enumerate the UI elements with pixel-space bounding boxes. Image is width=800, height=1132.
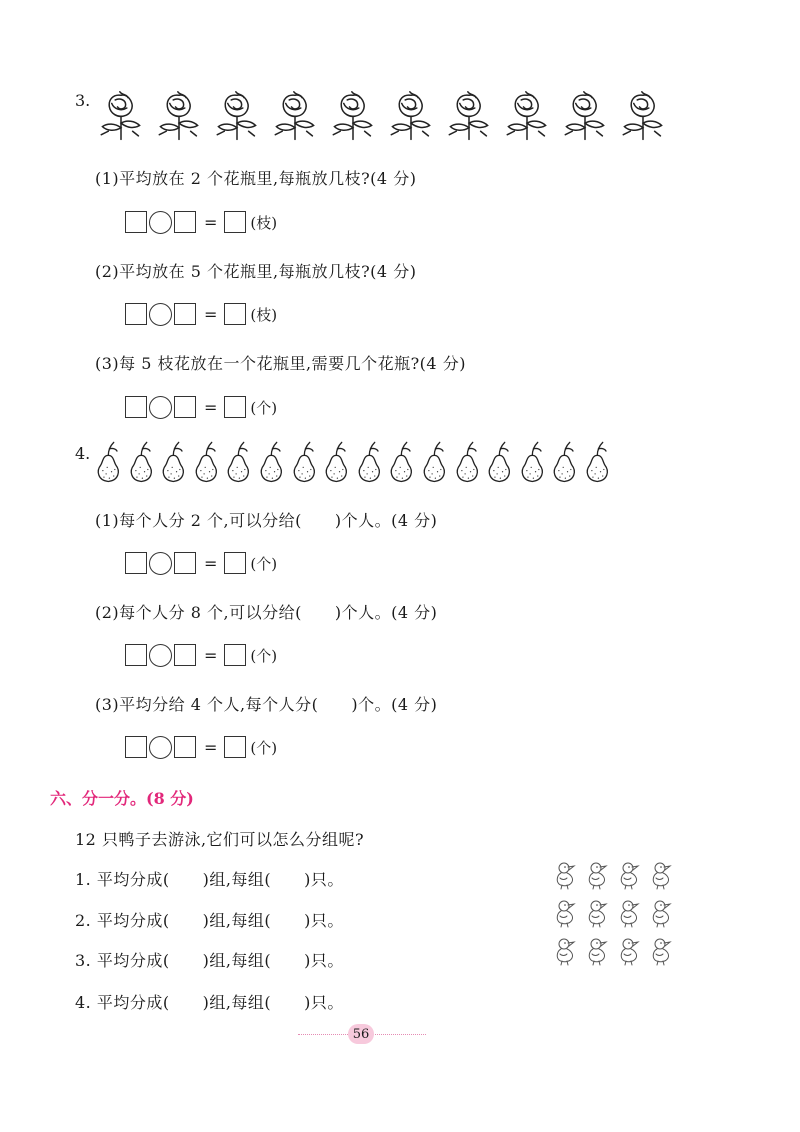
pear-icon xyxy=(190,440,223,486)
rose-icon xyxy=(614,88,672,142)
duck-grid xyxy=(553,860,683,975)
problem-3-question-1: (1)平均放在 2 个花瓶里,每瓶放几枝?(4 分) xyxy=(95,169,417,188)
result-box[interactable] xyxy=(224,303,246,325)
unit-label: (个) xyxy=(250,554,278,573)
rose-icon xyxy=(498,88,556,142)
answer-box[interactable] xyxy=(125,303,147,325)
answer-box[interactable] xyxy=(125,552,147,574)
unit-label: (个) xyxy=(250,738,278,757)
duck-icon xyxy=(649,936,675,966)
rose-icon xyxy=(324,88,382,142)
duck-icon xyxy=(649,898,675,928)
section-6-title: 六、分一分。(8 分) xyxy=(50,789,194,808)
page-number: 56 xyxy=(352,1026,370,1042)
problem-4-number: 4. xyxy=(75,444,91,463)
grouping-line-2: 2. 平均分成( )组,每组( )只。 xyxy=(75,911,344,930)
pear-icon xyxy=(320,440,353,486)
pear-icon xyxy=(451,440,484,486)
problem-3-equation-3 xyxy=(125,395,277,419)
rose-icon xyxy=(208,88,266,142)
pear-icon xyxy=(353,440,386,486)
pear-icon xyxy=(418,440,451,486)
answer-box[interactable] xyxy=(125,736,147,758)
equals-sign: = xyxy=(204,645,218,665)
answer-box[interactable] xyxy=(174,303,196,325)
equals-sign: = xyxy=(204,397,218,417)
duck-icon xyxy=(553,936,579,966)
answer-box[interactable] xyxy=(174,211,196,233)
equals-sign: = xyxy=(204,737,218,757)
operator-circle[interactable] xyxy=(149,552,172,575)
unit-label: (枝) xyxy=(250,305,278,324)
duck-icon xyxy=(585,860,611,890)
duck-icon xyxy=(617,898,643,928)
duck-icon xyxy=(617,860,643,890)
result-box[interactable] xyxy=(224,736,246,758)
operator-circle[interactable] xyxy=(149,396,172,419)
pear-icon xyxy=(222,440,255,486)
equals-sign: = xyxy=(204,304,218,324)
problem-3-equation-1 xyxy=(125,210,277,234)
pear-row xyxy=(92,440,614,486)
grouping-line-1: 1. 平均分成( )组,每组( )只。 xyxy=(75,870,344,889)
answer-box[interactable] xyxy=(174,644,196,666)
grouping-line-4: 4. 平均分成( )组,每组( )只。 xyxy=(75,993,344,1012)
rose-icon xyxy=(150,88,208,142)
answer-box[interactable] xyxy=(125,211,147,233)
result-box[interactable] xyxy=(224,644,246,666)
answer-box[interactable] xyxy=(125,396,147,418)
pear-icon xyxy=(255,440,288,486)
rose-icon xyxy=(382,88,440,142)
unit-label: (个) xyxy=(250,398,278,417)
rose-icon xyxy=(440,88,498,142)
grouping-line-3: 3. 平均分成( )组,每组( )只。 xyxy=(75,951,344,970)
pear-icon xyxy=(157,440,190,486)
duck-icon xyxy=(553,898,579,928)
duck-icon xyxy=(585,898,611,928)
rose-icon xyxy=(92,88,150,142)
pear-icon xyxy=(483,440,516,486)
operator-circle[interactable] xyxy=(149,211,172,234)
section-6-intro: 12 只鸭子去游泳,它们可以怎么分组呢? xyxy=(75,830,365,849)
duck-icon xyxy=(649,860,675,890)
problem-3-question-3: (3)每 5 枝花放在一个花瓶里,需要几个花瓶?(4 分) xyxy=(95,354,466,373)
footer-line-right xyxy=(368,1034,426,1035)
result-box[interactable] xyxy=(224,396,246,418)
pear-icon xyxy=(516,440,549,486)
result-box[interactable] xyxy=(224,211,246,233)
answer-box[interactable] xyxy=(174,396,196,418)
operator-circle[interactable] xyxy=(149,736,172,759)
problem-4-question-1: (1)每个人分 2 个,可以分给( )个人。(4 分) xyxy=(95,511,438,530)
problem-4-equation-2 xyxy=(125,643,277,667)
pear-icon xyxy=(548,440,581,486)
problem-4-question-2: (2)每个人分 8 个,可以分给( )个人。(4 分) xyxy=(95,603,438,622)
duck-icon xyxy=(553,860,579,890)
pear-icon xyxy=(92,440,125,486)
pear-icon xyxy=(581,440,614,486)
pear-icon xyxy=(125,440,158,486)
rose-icon xyxy=(266,88,324,142)
problem-3-question-2: (2)平均放在 5 个花瓶里,每瓶放几枝?(4 分) xyxy=(95,262,417,281)
problem-3-equation-2 xyxy=(125,302,277,326)
problem-4-equation-1 xyxy=(125,551,277,575)
equals-sign: = xyxy=(204,212,218,232)
rose-icon xyxy=(556,88,614,142)
unit-label: (个) xyxy=(250,646,278,665)
rose-row xyxy=(92,88,672,142)
operator-circle[interactable] xyxy=(149,303,172,326)
operator-circle[interactable] xyxy=(149,644,172,667)
problem-4-question-3: (3)平均分给 4 个人,每个人分( )个。(4 分) xyxy=(95,695,438,714)
answer-box[interactable] xyxy=(174,736,196,758)
answer-box[interactable] xyxy=(174,552,196,574)
unit-label: (枝) xyxy=(250,213,278,232)
duck-icon xyxy=(617,936,643,966)
problem-3-number: 3. xyxy=(75,91,91,110)
problem-4-equation-3 xyxy=(125,735,277,759)
pear-icon xyxy=(288,440,321,486)
page-number-badge xyxy=(348,1024,374,1044)
equals-sign: = xyxy=(204,553,218,573)
answer-box[interactable] xyxy=(125,644,147,666)
result-box[interactable] xyxy=(224,552,246,574)
pear-icon xyxy=(385,440,418,486)
duck-icon xyxy=(585,936,611,966)
